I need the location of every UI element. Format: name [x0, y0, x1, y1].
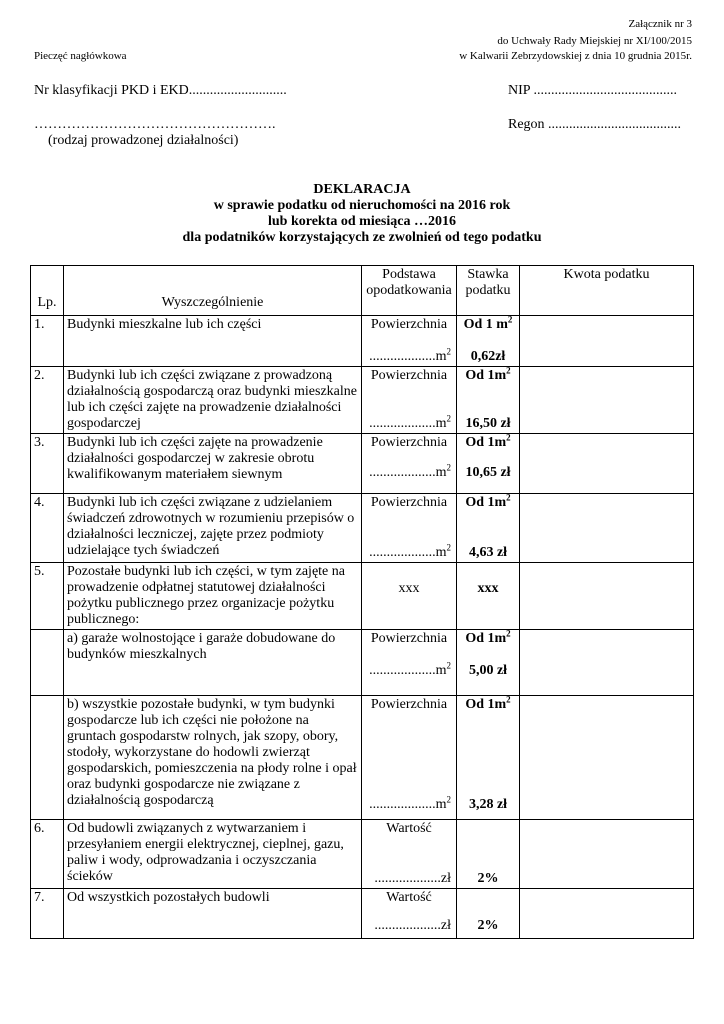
row-desc: b) wszystkie pozostałe budynki, w tym budynki gospodarcze lub ich części nie położone na gruntach gospodarstw rolnych, jak szopy, obory, stodoły, wykorzystane do hodowli zwierząt gospodarskich, pomieszczenia na płody rolne i opał oraz budynki gospodarcze nie związane z działalnością gospodarczą [64, 696, 362, 820]
row-lp: 7. [31, 889, 64, 939]
table-row [31, 889, 694, 939]
base-input[interactable]: $...................m^2$ [369, 462, 451, 480]
table-row [31, 316, 694, 367]
rate-value: 2% [477, 871, 499, 886]
title-line-2: w sprawie podatku od nieruchomości na 2016 rok [213, 198, 511, 213]
row-base[interactable] [362, 889, 457, 939]
rate-unit: Od $1m^2$ [465, 628, 511, 646]
row-lp: 1. [31, 316, 64, 367]
header-desc: Wyszczególnienie [64, 266, 362, 316]
row-amount[interactable] [520, 630, 694, 696]
title-line-1: DEKLARACJA [313, 182, 411, 197]
row-rate [457, 696, 520, 820]
row-rate [457, 630, 520, 696]
row-lp [31, 696, 64, 820]
table-row [31, 696, 694, 820]
row-amount[interactable] [520, 434, 694, 494]
base-label: Powierzchnia [370, 697, 448, 712]
title-line-3: lub korekta od miesiąca …2016 [268, 214, 456, 229]
row-base: xxx [362, 563, 457, 630]
row-desc: Budynki mieszkalne lub ich części [64, 316, 362, 367]
rate-value: 3,28 zł [468, 797, 508, 812]
activity-label: (rodzaj prowadzonej działalności) [48, 133, 239, 148]
table-row [31, 820, 694, 889]
row-lp: 3. [31, 434, 64, 494]
row-amount[interactable] [520, 316, 694, 367]
row-base[interactable] [362, 494, 457, 563]
header-amount: Kwota podatku [520, 266, 694, 316]
row-desc: Pozostałe budynki lub ich części, w tym zajęte na prowadzenie odpłatnej statutowej działalności pożytku publicznego przez organizacje pożytku publicznego: [64, 563, 362, 630]
rate-unit: Od 1 $m^2$ [463, 314, 513, 332]
rate-value: 2% [477, 918, 499, 933]
row-rate [457, 316, 520, 367]
row-amount[interactable] [520, 889, 694, 939]
rate-unit: Od $1m^2$ [465, 492, 511, 510]
table-row [31, 434, 694, 494]
row-amount[interactable] [520, 820, 694, 889]
base-label: Powierzchnia [370, 631, 448, 646]
base-input[interactable]: $...................m^2$ [369, 542, 451, 560]
nip-field[interactable]: NIP ......................................... [508, 83, 678, 98]
row-amount [520, 563, 694, 630]
row-amount[interactable] [520, 696, 694, 820]
row-desc: Budynki lub ich części związane z udzielaniem świadczeń zdrowotnych w rozumieniu przepisów o działalności leczniczej, zajęte przez podmioty udzielające tych świadczeń [64, 494, 362, 563]
base-input[interactable]: $...................m^2$ [369, 346, 451, 364]
stamp-label: Pieczęć nagłówkowa [34, 50, 127, 62]
table-row [31, 563, 694, 630]
header-base: Podstawa opodatkowania [362, 266, 457, 316]
rate-value: 5,00 zł [468, 663, 508, 678]
row-lp [31, 630, 64, 696]
attachment-resolution: do Uchwały Rady Miejskiej nr XI/100/2015 [497, 35, 692, 47]
row-lp: 6. [31, 820, 64, 889]
rate-value: 4,63 zł [468, 545, 508, 560]
row-base[interactable] [362, 316, 457, 367]
tax-declaration-table [30, 265, 694, 939]
row-desc: Od budowli związanych z wytwarzaniem i przesyłaniem energii elektrycznej, cieplnej, gazu, paliw i wody, odprowadzania i oczyszczania ścieków [64, 820, 362, 889]
row-desc: Od wszystkich pozostałych budowli [64, 889, 362, 939]
row-lp: 4. [31, 494, 64, 563]
attachment-number: Załącznik nr 3 [628, 18, 692, 30]
rate-value: 10,65 zł [465, 465, 511, 480]
row-desc: Budynki lub ich części związane z prowadzoną działalnością gospodarczą oraz budynki mieszkalne lub ich części zajęte na prowadzenie działalności gospodarczej [64, 367, 362, 434]
base-input[interactable]: ...................zł [374, 918, 451, 933]
row-lp: 2. [31, 367, 64, 434]
row-amount[interactable] [520, 367, 694, 434]
header-lp: Lp. [31, 266, 64, 316]
row-desc: a) garaże wolnostojące i garaże dobudowane do budynków mieszkalnych [64, 630, 362, 696]
row-rate [457, 434, 520, 494]
row-amount[interactable] [520, 494, 694, 563]
row-base[interactable] [362, 367, 457, 434]
base-input[interactable]: $...................m^2$ [369, 660, 451, 678]
row-base[interactable] [362, 696, 457, 820]
base-label: Powierzchnia [370, 317, 448, 332]
base-label: Wartość [386, 821, 432, 836]
row-lp: 5. [31, 563, 64, 630]
row-base[interactable] [362, 820, 457, 889]
header-rate: Stawka podatku [457, 266, 520, 316]
row-rate [457, 494, 520, 563]
rate-value: 0,62zł [470, 349, 506, 364]
row-rate [457, 820, 520, 889]
pkd-field[interactable]: Nr klasyfikacji PKD i EKD............................ [34, 83, 287, 98]
base-label: Powierzchnia [370, 495, 448, 510]
row-base[interactable] [362, 630, 457, 696]
attachment-date: w Kalwarii Zebrzydowskiej z dnia 10 grudnia 2015r. [459, 50, 692, 62]
rate-unit: Od $1m^2$ [465, 694, 511, 712]
base-input[interactable]: ...................zł [374, 871, 451, 886]
table-row [31, 630, 694, 696]
regon-field[interactable]: Regon ...................................... [508, 117, 682, 132]
activity-field[interactable]: ……………………………………………. [34, 117, 276, 132]
base-label: Wartość [386, 890, 432, 905]
rate-unit: Od $1m^2$ [465, 432, 511, 450]
row-desc: Budynki lub ich części zajęte na prowadzenie działalności gospodarczej w zakresie obrotu kwalifikowanym materiałem siewnym [64, 434, 362, 494]
base-label: Powierzchnia [370, 368, 448, 383]
row-rate: xxx [457, 563, 520, 630]
row-base[interactable] [362, 434, 457, 494]
table-row [31, 367, 694, 434]
rate-unit: Od $1m^2$ [465, 365, 511, 383]
base-input[interactable]: $...................m^2$ [369, 794, 451, 812]
rate-value: 16,50 zł [465, 416, 511, 431]
title-line-4: dla podatników korzystających ze zwolnień od tego podatku [182, 230, 542, 245]
base-label: Powierzchnia [370, 435, 448, 450]
row-rate [457, 889, 520, 939]
declaration-title-block [0, 182, 724, 246]
row-rate [457, 367, 520, 434]
table-header-row [31, 266, 694, 316]
base-input[interactable]: $...................m^2$ [369, 413, 451, 431]
table-row [31, 494, 694, 563]
